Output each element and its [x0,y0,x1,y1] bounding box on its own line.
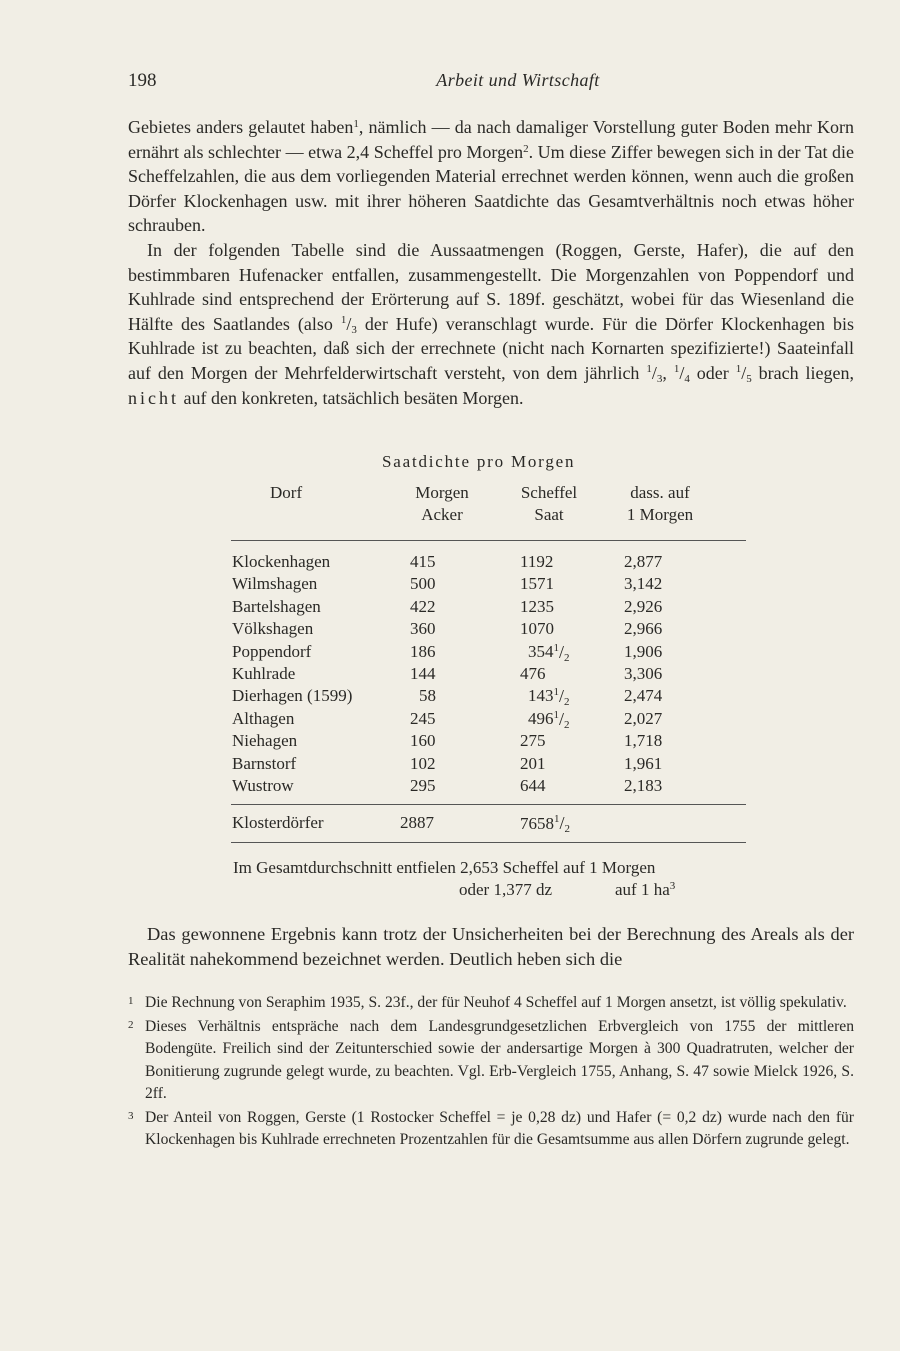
table-header-dorf: Dorf [270,483,303,502]
cell-dorf: Klockenhagen [232,552,331,571]
table-row [0,574,900,596]
paragraph-1: Gebietes anders gelautet haben$^1$, nämlich — da nach damaliger Vorstellung guter Boden mehr Korn ernährt als schlechter — etwa 2,4 Scheffel pro Morgen$^2$. Um diese Ziffer bewegen sich in der Tat die Scheffelzahlen, die aus dem vorliegenden Material errechnet werden können, wenn auch die großen Dörfer Klockenhagen usw. mit ihrer höheren Saatdichte das Gesamtverhältnis noch etwas höher schrauben. [128,117,855,236]
table-rule-top [231,540,746,541]
body-text-bottom [128,922,854,971]
footnote [128,1107,854,1151]
footnote-ref-3: 3 [669,880,676,892]
table-row [0,754,900,776]
table-row [0,619,900,641]
footnote-text: Der Anteil von Roggen, Gerste (1 Rostocker Scheffel = je 0,28 dz) und Hafer (= 0,2 dz) wurde nach den für Klockenhagen bis Kuhlrade errechneten Prozentzahlen für die Gesamtsumme aus allen Dörfern zugrunde gelegt. [145,1109,854,1149]
cell-dorf: Barnstorf [232,753,297,773]
cell-scheffel: 1235 [520,596,554,616]
cell-scheffel: 1571 [520,574,554,594]
total-dorf: Klosterdörfer [232,813,324,832]
table-row [0,664,900,686]
table-summary-line-2a: oder 1,377 dz [459,880,553,899]
cell-dorf: Völkshagen [232,619,314,639]
cell-scheffel: 354 $^1/_2$ [528,641,570,664]
page-number: 198 [128,70,157,91]
footnote [128,1016,854,1105]
running-title: Arbeit und Wirtschaft [436,70,600,90]
cell-scheffel: 201 [520,753,546,773]
cell-morgen: 58 [419,686,436,706]
footnote-text: Die Rechnung von Seraphim 1935, S. 23f., der für Neuhof 4 Scheffel auf 1 Morgen ansetzt, ist völlig spekulativ. [145,994,847,1011]
total-scheffel: $7658^1/_2$ [520,813,571,835]
fraction-one-fifth: $^1/_5$ [735,362,752,385]
cell-scheffel: 1192 [520,552,554,571]
footnote-mark: 2 [128,1019,134,1032]
table-row [0,597,900,619]
table-row [0,686,900,708]
footnote-text: Dieses Verhältnis entspräche nach dem Landesgrundgesetzlichen Erbvergleich von 1755 der mittleren Bodengüte. Freilich sind der Zeitunterschied sowie der andersartige Morgen à 300 Quadratruten, welcher der Bonitierung zugrunde gelegt wurde, zu beachten. Vgl. Erb-Vergleich 1755, Anhang, S. 47 sowie Mielck 1926, S. 2ff. [145,1018,854,1102]
cell-scheffel: 143 $^1/_2$ [528,686,570,709]
cell-dorf: Wilmshagen [232,574,318,594]
cell-morgen: 144 [410,664,436,683]
cell-scheffel: 496 $^1/_2$ [528,708,570,731]
table-header-scheffel: Scheffel Saat [520,483,578,525]
cell-morgen: 102 [410,753,436,773]
table-header-dass: dass. auf 1 Morgen [626,483,694,525]
table-header-morgen: Morgen Acker [415,483,469,525]
cell-dorf: Poppendorf [232,641,312,661]
table-row [0,642,900,664]
cell-morgen: 500 [410,574,436,594]
page-header [128,70,848,98]
emphasized-word: nicht [128,387,179,408]
table-summary-line-1: Im Gesamtdurchschnitt entfielen 2,653 Scheffel auf 1 Morgen [233,858,656,877]
cell-dass: 3,306 [624,664,663,683]
cell-morgen: 245 [410,708,436,728]
cell-dass: 1,718 [624,731,663,751]
table-row [0,552,900,574]
cell-dorf: Kuhlrade [232,664,296,683]
footnote-ref-2: 2 [523,142,529,155]
cell-scheffel: 476 [520,664,546,683]
table-rule-total [231,804,746,805]
cell-dass: 2,926 [624,596,663,616]
cell-morgen: 160 [410,731,436,751]
table-total-row [0,813,900,835]
cell-morgen: 422 [410,596,436,616]
body-text-top [128,115,854,410]
cell-scheffel: 1070 [520,619,554,639]
cell-dorf: Niehagen [232,731,298,751]
cell-dorf: Wustrow [232,776,294,795]
footnote-mark: 3 [128,1110,134,1123]
cell-dorf: Bartelshagen [232,596,321,616]
cell-dass: 1,961 [624,753,663,773]
footnote-mark: 1 [128,995,134,1007]
table-row [0,776,900,798]
cell-scheffel: 275 [520,731,546,751]
fraction-one-third: $^1/_3$ [646,362,663,385]
cell-dass: 2,027 [624,708,663,728]
cell-morgen: 186 [410,641,436,661]
footnote [128,992,854,1014]
table-rule-bottom [231,842,746,843]
fraction-one-fourth: $^1/_4$ [673,362,690,385]
cell-dass: 2,183 [624,776,663,795]
total-morgen: 2887 [400,813,434,832]
cell-dass: 3,142 [624,574,663,594]
fraction-one-half: $^1/_2$ [553,686,570,709]
paragraph-2: In der folgenden Tabelle sind die Aussaatmengen (Roggen, Gerste, Hafer), die auf den bestimmbaren Hufenacker entfallen, zusammengestellt. Die Morgenzahlen von Poppendorf und Kuhlrade sind entsprechend der Erörterung auf S. 189f. geschätzt, wobei für das Wiesenland die Hälfte des Saatlandes (also $^1/_3$ der Hufe) veranschlagt wurde. Für die Dörfer Klockenhagen bis Kuhlrade ist zu beachten, daß sich der errechnete (nicht nach Kornarten spezifizierte!) Saateinfall auf den Morgen der Mehrfelderwirtschaft versteht, von dem jährlich $^1/_3$, $^1/_4$ oder $^1/_5$ brach liegen, nicht auf den konkreten, tatsächlich besäten Morgen. [128,239,855,408]
paragraph-3: Das gewonnene Ergebnis kann trotz der Unsicherheiten bei der Berechnung des Areals als der Realität nahekommend bezeichnet werden. Deutlich heben sich die [128,924,854,969]
cell-morgen: 360 [410,619,436,639]
cell-dass: 2,474 [624,686,663,706]
cell-morgen: 415 [410,552,436,571]
cell-dass: 1,906 [624,641,663,661]
cell-dass: 2,966 [624,619,663,639]
fraction-one-half: $^1/_2$ [553,641,570,664]
cell-dorf: Althagen [232,708,295,728]
footnote-ref-1: 1 [353,118,359,130]
table-row [0,709,900,731]
footnotes [128,992,854,1153]
fraction-one-third: $^1/_3$ [340,313,357,336]
cell-dass: 2,877 [624,552,663,571]
cell-scheffel: 644 [520,776,546,795]
table-summary-line-2b: auf 1 ha$^3$ [615,880,676,899]
table-row [0,731,900,753]
cell-dorf: Dierhagen (1599) [232,686,353,706]
cell-morgen: 295 [410,776,436,795]
fraction-one-half: $^1/_2$ [553,708,570,731]
table-title: Saatdichte pro Morgen [382,452,576,471]
